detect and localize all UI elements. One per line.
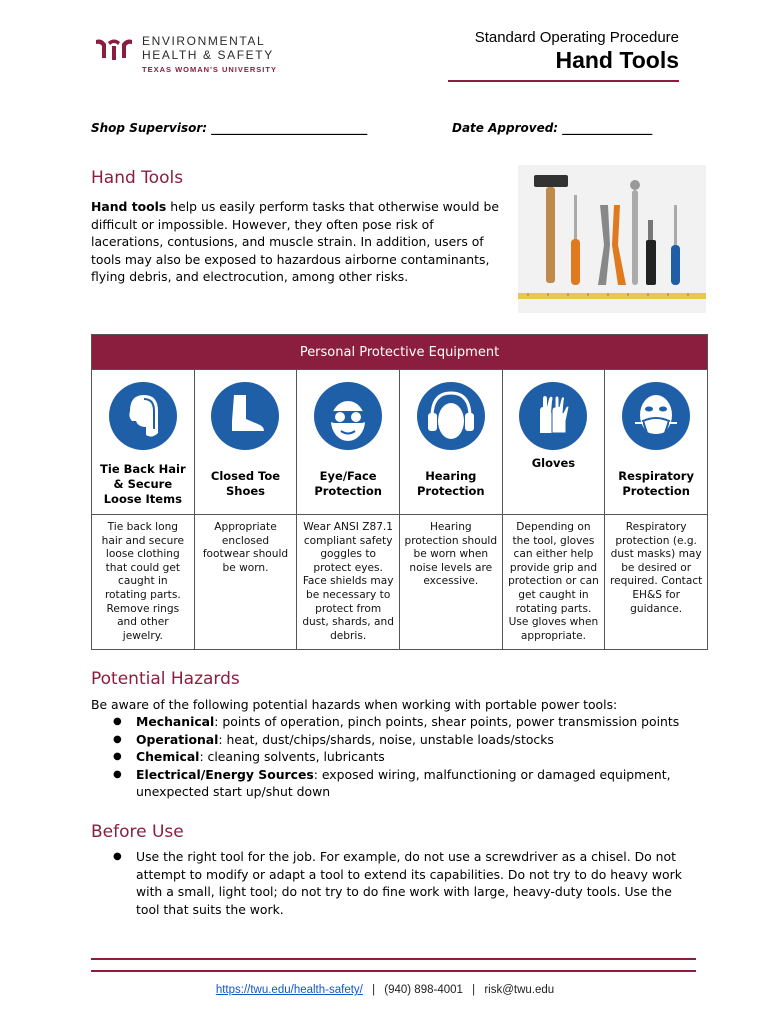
before-use-heading: Before Use: [91, 822, 184, 842]
footer-separator: |: [472, 984, 476, 996]
hazards-list: [113, 713, 693, 801]
hair-tie-icon: [108, 381, 178, 451]
sop-label: Standard Operating Procedure: [474, 29, 679, 46]
ppe-desc-shoes: Appropriate enclosed footwear should be worn.: [194, 515, 297, 650]
ppe-table: [91, 334, 708, 650]
hazard-text: : heat, dust/chips/shards, noise, unstable loads/stocks: [218, 731, 554, 747]
hazard-label: Chemical: [136, 749, 200, 765]
hazard-text: : points of operation, pinch points, shear points, power transmission points: [214, 714, 680, 729]
list-item: [113, 766, 693, 801]
date-approved-field: Date Approved: _______________: [452, 121, 653, 135]
gloves-icon: [518, 381, 588, 451]
footer-separator: |: [372, 984, 376, 996]
hazards-heading: Potential Hazards: [91, 669, 240, 689]
ppe-cell-eye: [297, 370, 400, 515]
list-item: [113, 731, 693, 749]
goggles-icon: [313, 381, 383, 451]
ppe-desc-respiratory: Respiratory protection (e.g. dust masks) may be desired or required. Contact EH&S for guidance.: [605, 515, 708, 650]
list-item: ● Use the right tool for the job. For example, do not use a screwdriver as a chisel. Do not attempt to modify or adapt a tool to extend its capabilities. Do not try to do heavy work with a small, light tool; do not try to do fine work with large, heavy-duty tools. Use the tool that suits the work.: [113, 848, 693, 918]
ppe-cell-gloves: [502, 370, 605, 515]
hazards-intro: Be aware of the following potential hazards when working with portable power tools:: [91, 697, 618, 712]
intro-text: help us easily perform tasks that otherwise would be difficult or impossible. However, they often pose risk of lacerations, contusions, and muscle strain. In addition, users of tools may also be exposed to hazardous airborne contaminants, flying debris, and electrocution, among other risks.: [91, 199, 499, 285]
ppe-cell-shoes: [194, 370, 297, 515]
shop-supervisor-field: Shop Supervisor: __________________________: [91, 121, 368, 135]
hazard-label: Operational: [136, 731, 219, 747]
ear-muffs-icon: [416, 381, 486, 451]
ppe-desc-hearing: Hearing protection should be worn when noise levels are excessive.: [399, 515, 502, 650]
ppe-name-gloves: Gloves: [531, 456, 576, 470]
footer-divider-top: [91, 958, 696, 960]
ppe-name-shoes: Closed Toe Shoes: [210, 469, 281, 498]
list-item: [113, 748, 693, 766]
hand-tools-photo: [518, 165, 706, 313]
ppe-name-eye: Eye/Face Protection: [314, 469, 382, 498]
ppe-name-hair: Tie Back Hair & Secure Loose Items: [100, 461, 186, 506]
respirator-icon: [621, 381, 691, 451]
twu-logo-icon: [94, 36, 134, 64]
logo-line-2: HEALTH & SAFETY: [142, 48, 274, 62]
intro-heading: Hand Tools: [91, 168, 184, 188]
intro-lead: Hand tools: [91, 199, 167, 214]
intro-paragraph: [91, 198, 503, 286]
ppe-name-hearing: Hearing Protection: [416, 469, 485, 498]
title-divider: [448, 80, 679, 82]
footer: [0, 984, 770, 996]
ppe-cell-hair: [92, 370, 195, 515]
ehs-logo: [94, 34, 277, 74]
footer-divider-bottom: [91, 970, 696, 972]
ppe-cell-respiratory: [605, 370, 708, 515]
logo-subtitle: TEXAS WOMAN'S UNIVERSITY: [142, 65, 277, 74]
logo-line-1: ENVIRONMENTAL: [142, 34, 266, 48]
ppe-cell-hearing: [399, 370, 502, 515]
ppe-table-title: Personal Protective Equipment: [92, 335, 708, 370]
ppe-desc-gloves: Depending on the tool, gloves can either help provide grip and protection or can get caught in rotating parts. Use gloves when appropriate.: [502, 515, 605, 650]
ppe-desc-eye: Wear ANSI Z87.1 compliant safety goggles to protect eyes. Face shields may be necessary to protect from dust, shards, and debris.: [297, 515, 400, 650]
before-use-list: [113, 848, 693, 918]
list-item: [113, 713, 693, 731]
boot-icon: [210, 381, 280, 451]
footer-website-link[interactable]: https://twu.edu/health-safety/: [215, 984, 363, 996]
hazard-text: : exposed wiring, malfunctioning or damaged equipment, unexpected start up/shut down: [136, 766, 671, 800]
ppe-desc-hair: Tie back long hair and secure loose clothing that could get caught in rotating parts. Remove rings and other jewelry.: [92, 515, 195, 650]
page-title: Hand Tools: [555, 47, 679, 73]
hazard-label: Electrical/Energy Sources: [136, 766, 314, 782]
hazard-label: Mechanical: [136, 714, 215, 729]
footer-email: risk@twu.edu: [484, 984, 555, 996]
ppe-name-respiratory: Respiratory Protection: [618, 469, 694, 498]
footer-phone: (940) 898-4001: [384, 984, 463, 996]
hazard-text: : cleaning solvents, lubricants: [199, 749, 385, 765]
